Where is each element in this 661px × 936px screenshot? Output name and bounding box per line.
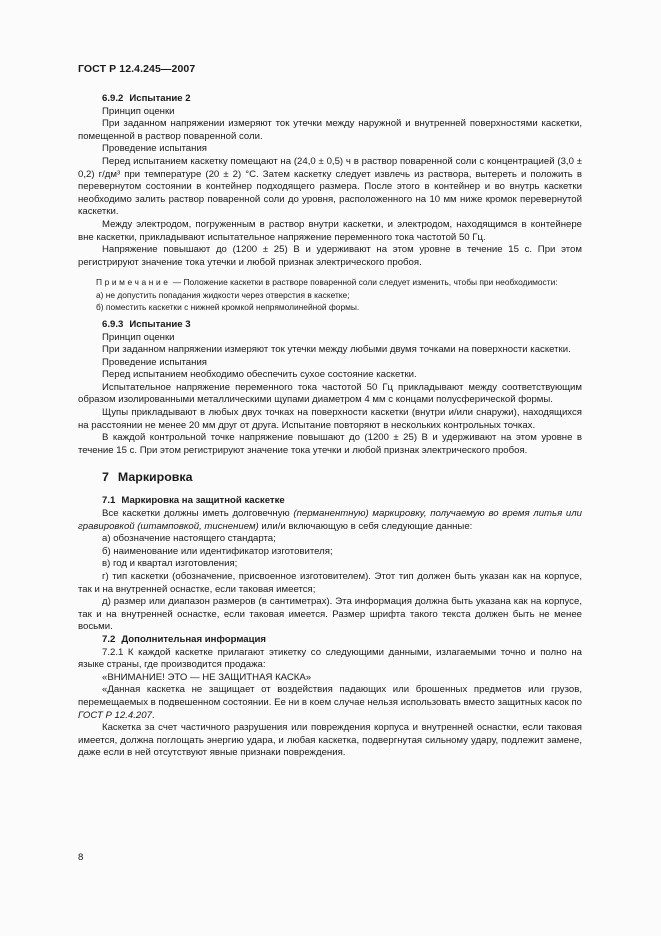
document-body [78,93,582,760]
section-number: 7 [102,470,109,485]
list-item: б) наименование или идентификатор изготовителя; [102,545,333,557]
note-text: Примечание — Положение каскетки в растворе поваренной соли следует изменить, чтобы при необходимости: [96,277,558,288]
paragraph: 7.2.1 К каждой каскетке прилагают этикетку со следующими данными, излагаемыми точно и полно на языке страны, где производится продажа: [78,646,582,671]
section-title: Маркировка [117,470,193,485]
list-item: в) год и квартал изготовления; [102,558,238,570]
section-heading-7-1 [102,495,582,508]
page-number: 8 [78,852,84,863]
note-item: а) не допустить попадания жидкости через отверстия в каскетке; [96,289,350,300]
procedure-label: Проведение испытания [102,356,207,368]
paragraph: Перед испытанием каскетку помещают на (24,0 ± 0,5) ч в раствор поваренной соли с концентрацией (3,0 ± 0,2) г/дм³ при температуре (20 ± 2) °С. Затем каскетку следует извлечь из раствора, вытереть и положить в перевернутом состоянии в контейнер подходящего размера. После этого в контейнер и во внутрь каскетки необходимо залить раствор поваренной соли до уровня, расположенного на 10 мм ниже кромок перевернутой каскетки. [78,155,582,218]
list-item: г) тип каскетки (обозначение, присвоенное изготовителем). Этот тип должен быть указан как на корпусе, так и на внутренней оснастке, если таковая имеется; [78,571,582,595]
document-header: ГОСТ Р 12.4.245—2007 [78,63,196,75]
list-item: д) размер или диапазон размеров (в сантиметрах). Эта информация должна быть указана как на корпусе, так и на внутренней оснастке, если таковая имеется. Размер шрифта такого текста должен быть не менее восьми. [78,596,582,633]
section-title: Дополнительная информация [121,633,267,645]
paragraph: Каскетка за счет частичного разрушения или повреждения корпуса и внутренней оснастки, если таковая имеется, должна поглощать энергию удара, и любая каскетка, подвергнутая сильному удару, подлежит замене, даже если в ней отсутствуют явные признаки повреждения. [78,722,582,759]
paragraph: Перед испытанием необходимо обеспечить сухое состояние каскетки. [102,369,417,381]
paragraph: Напряжение повышают до (1200 ± 25) В и удерживают на этом уровне в течение 15 с. При этом регистрируют значение тока утечки и любой признак электрического пробоя. [78,244,582,268]
paragraph: Испытательное напряжение переменного тока частотой 50 Гц прикладывают между соответствующим образом изолированными металлическими щупами диаметром 4 мм с концами полусферической формы. [78,381,582,406]
section-number: 7.2 [102,633,116,645]
paragraph: При заданном напряжении измеряют ток утечки между наружной и внутренней поверхностями каскетки, помещенной в раствор поваренной соли. [78,118,582,142]
principle-label: Принцип оценки [102,331,175,343]
standard-reference: ГОСТ Р 12.4.207 [78,709,152,721]
paragraph: Щупы прикладывают в любых двух точках на поверхности каскетки (внутри и/или снаружи), находящихся на расстоянии не менее 20 мм друг от друга. Испытание повторяют в нескольких контрольных точках. [78,407,582,431]
paragraph: Все каскетки должны иметь долговечную (перманентную) маркировку, получаемую во время литья или гравировкой (штамповкой, тиснением) или/и включающую в себя следующие данные: [78,508,582,532]
paragraph: При заданном напряжении измеряют ток утечки между любыми двумя точками на поверхности каскетки. [102,344,571,356]
section-number: 7.1 [102,495,116,507]
section-heading-7 [102,469,582,485]
note-label: Примечание [96,277,171,288]
warning-text: «ВНИМАНИЕ! ЭТО — НЕ ЗАЩИТНАЯ КАСКА» [102,671,312,683]
procedure-label: Проведение испытания [102,143,207,155]
quote-paragraph: «Данная каскетка не защищает от воздействия падающих или брошенных предметов или грузов, перемещаемых в подвешенном состоянии. Ее ни в коем случае нельзя использовать вместо защитных касок по ГОСТ Р 12.4.207. [78,684,582,721]
section-heading-6-9-2 [102,93,582,106]
paragraph: Между электродом, погруженным в раствор внутри каскетки, и электродом, находящимся в контейнере вне каскетки, прикладывают испытательное напряжение переменного тока частотой 50 Гц. [78,218,582,243]
note-block [78,277,582,313]
section-number: 6.9.2 [102,93,124,104]
list-item: а) обозначение настоящего стандарта; [102,533,276,545]
paragraph: В каждой контрольной точке напряжение повышают до (1200 ± 25) В и удерживают на этом уровне в течение 15 с. При этом регистрируют значение тока утечки и любой признак электрического пробоя. [78,432,582,456]
principle-label: Принцип оценки [102,105,175,117]
section-heading-7-2 [102,634,582,647]
section-heading-6-9-3 [102,319,582,332]
section-title: Испытание 2 [129,93,191,104]
section-title: Испытание 3 [129,318,191,330]
note-item: б) поместить каскетки с нижней кромкой непрямолинейной формы. [96,301,360,312]
section-title: Маркировка на защитной каскетке [121,495,285,507]
section-number: 6.9.3 [102,318,124,330]
